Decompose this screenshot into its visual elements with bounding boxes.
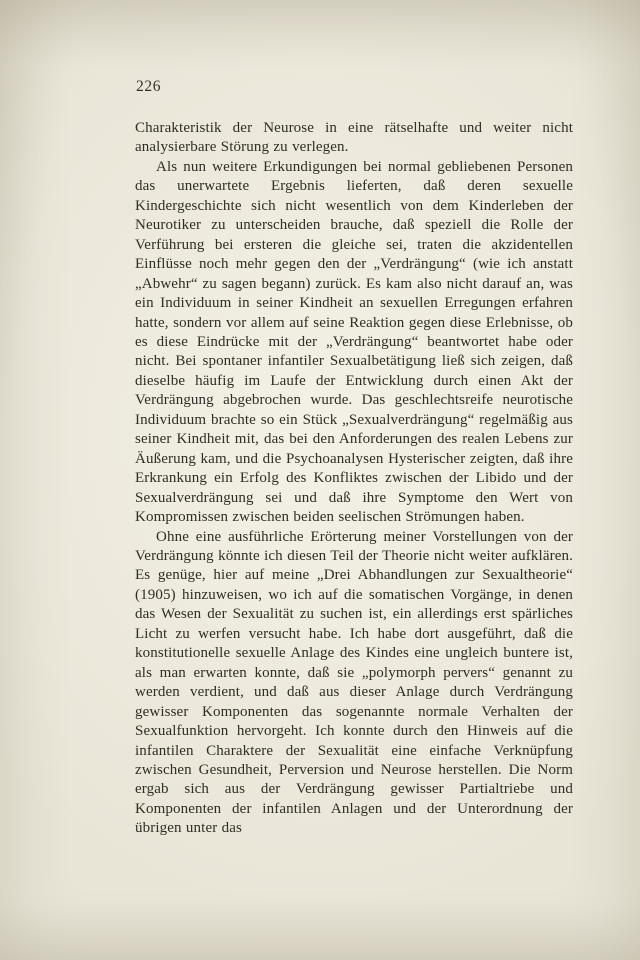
body-text (135, 119, 573, 839)
paragraph: Als nun weitere Erkundigungen bei normal gebliebenen Personen das unerwartete Ergebnis lieferten, daß deren sexuelle Kindergeschichte sich nicht wesentlich von dem Kinderleben der Neurotiker zu unterscheiden brauche, daß speziell die Rolle der Verführung bei ersteren die gleiche sei, traten die akzidentellen Einflüsse noch mehr gegen den der „Verdrängung“ (wie ich anstatt „Abwehr“ zu sagen begann) zurück. Es kam also nicht darauf an, was ein Individuum in seiner Kindheit an sexuellen Erregungen erfahren hatte, sondern vor allem auf seine Reaktion gegen diese Erlebnisse, ob es diese Eindrücke mit der „Verdrängung“ beantwortet habe oder nicht. Bei spontaner infantiler Sexualbetätigung ließ sich zeigen, daß dieselbe häufig im Laufe der Entwicklung durch einen Akt der Verdrängung abgebrochen wurde. Das geschlechtsreife neurotische Individuum brachte so ein Stück „Sexualverdrängung“ regelmäßig aus seiner Kindheit mit, das bei den Anforderungen des realen Lebens zur Äußerung kam, und die Psychoanalysen Hysterischer zeigten, daß ihre Erkrankung ein Erfolg des Konfliktes zwischen der Libido und der Sexualverdrängung sei und daß ihre Symptome den Wert von Kompromissen zwischen beiden seelischen Strömungen haben. (135, 158, 573, 526)
page-number: 226 (136, 78, 162, 95)
paragraph-continuation: Charakteristik der Neurose in eine rätselhafte und weiter nicht analysierbare Störung zu verlegen. (135, 120, 573, 156)
paragraph: Ohne eine ausführliche Erörterung meiner Vorstellungen von der Verdrängung könnte ich diesen Teil der Theorie nicht weiter aufklären. Es genüge, hier auf meine „Drei Abhandlungen zur Sexualtheorie“ (1905) hinzuweisen, wo ich auf die somatischen Vorgänge, in denen das Wesen der Sexualität zu suchen ist, ein allerdings erst spärliches Licht zu werfen versucht habe. Ich habe dort ausgeführt, daß die konstitutionelle sexuelle Anlage des Kindes eine ungleich buntere ist, als man erwarten konnte, daß sie „polymorph pervers“ genannt zu werden verdient, und daß aus dieser Anlage durch Verdrängung gewisser Komponenten das sogenannte normale Verhalten der Sexualfunktion hervorgeht. Ich konnte durch den Hinweis auf die infantilen Charaktere der Sexualität eine einfache Verknüpfung zwischen Gesundheit, Perversion und Neurose herstellen. Die Norm ergab sich aus der Verdrängung gewisser Partialtriebe und Komponenten der infantilen Anlagen und der Unterordnung der übrigen unter das (135, 528, 573, 837)
